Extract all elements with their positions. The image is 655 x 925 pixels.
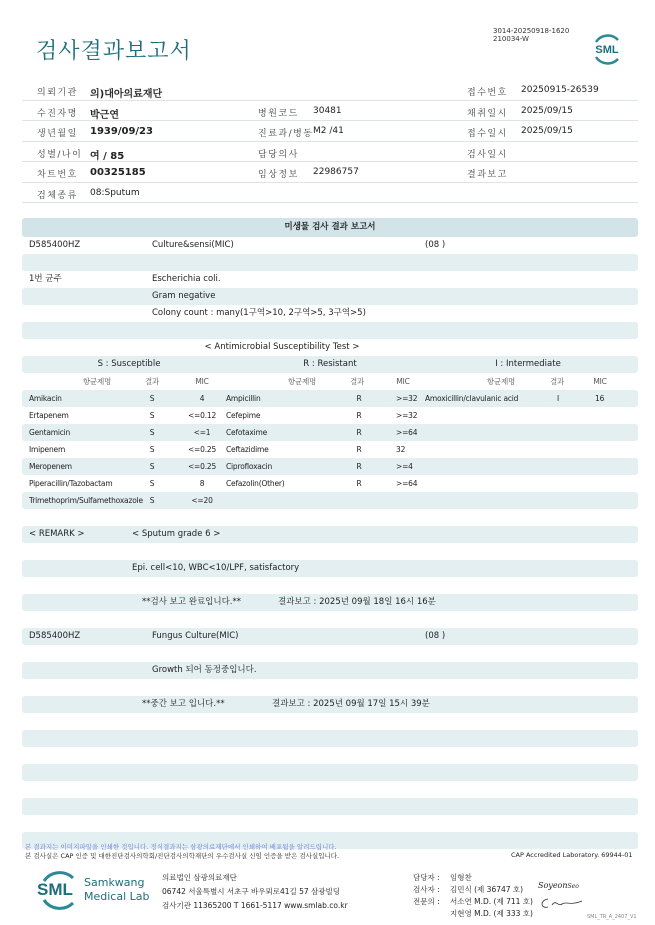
col-mic: MIC [593, 377, 607, 386]
drug-name: Cefotaxime [226, 428, 268, 437]
patient-info-table [22, 80, 638, 203]
drug-name: Gentamicin [29, 428, 71, 437]
drug-name: Ciprofloxacin [226, 462, 273, 471]
signature-tester: SoyeonSeo [538, 881, 579, 890]
final-time: 결과보고 : 2025년 09월 18일 16시 16분 [278, 597, 436, 607]
info-row [22, 142, 638, 163]
drug-result: R [356, 394, 362, 403]
blank-row [22, 509, 638, 526]
blank-row [22, 713, 638, 730]
info-row [22, 162, 638, 183]
ast-row [22, 441, 638, 458]
gram-row [22, 288, 638, 305]
samkwang-logo [36, 868, 150, 912]
drug-name: Amoxicillin/clavulanic acid [425, 394, 519, 403]
ast-title-row [22, 339, 638, 356]
legend-r: R : Resistant [303, 359, 357, 369]
gram-stain: Gram negative [152, 291, 216, 301]
result-rows [22, 237, 638, 849]
organism-row [22, 271, 638, 288]
ast-title: < Antimicrobial Susceptibility Test > [204, 342, 360, 352]
col-result: 결과 [349, 377, 365, 386]
colony-count: Colony count : many(1구역>10, 2구역>5, 3구역>5) [152, 308, 366, 318]
drug-result: I [556, 394, 560, 403]
remark-label: < REMARK > [29, 529, 85, 539]
section-title: 미생물 검사 결과 보고서 [22, 218, 638, 237]
col-drug: 항균제명 [82, 377, 112, 386]
blank-row [22, 815, 638, 832]
tester-label: 검사자 : [413, 885, 440, 894]
specimen-code: (08 ) [425, 631, 446, 641]
drug-mic: 32 [396, 445, 406, 454]
ast-row [22, 407, 638, 424]
drug-name: Ertapenem [29, 411, 69, 420]
blank-row [22, 611, 638, 628]
info-row [22, 101, 638, 122]
blank-row [22, 322, 638, 339]
cap-accreditation: CAP Accredited Laboratory. 69944-01 [511, 851, 633, 859]
drug-name: Amikacin [29, 394, 62, 403]
drug-result: S [149, 394, 155, 403]
blank-row [22, 747, 638, 764]
growth-row [22, 662, 638, 679]
info-label-l2: 담당의사 [258, 149, 299, 160]
info-value-v2: 22986757 [313, 167, 359, 177]
specimen-code: (08 ) [425, 240, 446, 250]
ast-row [22, 458, 638, 475]
remark-row [22, 526, 638, 543]
col-drug: 항균제명 [486, 377, 516, 386]
drug-mic: 16 [595, 394, 605, 403]
specialist-2: 지현영 M.D. (제 333 호) [450, 909, 533, 918]
document-id [493, 27, 569, 43]
specialist-label: 전문의 : [413, 897, 440, 906]
drug-name: Imipenem [29, 445, 66, 454]
info-label-l1: 의뢰기관 [37, 88, 78, 98]
specialist-1: 서소연 M.D. (제 711 호) [450, 897, 533, 906]
legend-s: S : Susceptible [97, 359, 161, 369]
logo-sml-text: SML [37, 880, 73, 899]
drug-name: Meropenem [29, 462, 72, 471]
col-mic: MIC [195, 377, 209, 386]
colony-row [22, 305, 638, 322]
drug-mic: <=20 [191, 496, 213, 505]
drug-name: Ampicillin [226, 394, 261, 403]
test-code: D585400HZ [29, 631, 81, 641]
col-result: 결과 [549, 377, 565, 386]
drug-name: Cefazolin(Other) [226, 479, 285, 488]
certification-note: 본 검사실은 CAP 인증 및 대한진단검사의학회/진단검사의학재단의 우수검사실 신임 인증을 받은 검사실입니다. [25, 852, 340, 860]
drug-result: S [149, 411, 155, 420]
info-label-l2: 진료과/병동 [258, 129, 314, 139]
svg-text:SML: SML [595, 44, 619, 56]
interim-note: **중간 보고 입니다.** [142, 699, 225, 709]
drug-name: Ceftazidime [226, 445, 269, 454]
blank-row [22, 577, 638, 594]
blank-row [22, 679, 638, 696]
drug-mic: >=32 [396, 394, 418, 403]
blank-row [22, 781, 638, 798]
org-contact: 검사기관 11365200 T 1661-5117 www.smlab.co.kr [162, 901, 348, 910]
drug-mic: 4 [199, 394, 205, 403]
drug-result: R [356, 428, 362, 437]
info-label-l1: 성별/나이 [37, 149, 83, 160]
drug-result: R [356, 479, 362, 488]
info-value-v2: 30481 [313, 105, 342, 116]
sml-logo [590, 32, 624, 66]
drug-result: R [356, 462, 362, 471]
blank-row [22, 764, 638, 781]
drug-result: S [149, 462, 155, 471]
column-header-row [22, 373, 638, 390]
drug-name: Piperacillin/Tazobactam [29, 479, 113, 488]
info-label-l2: 병원코드 [258, 108, 299, 119]
logo-name-line2: Medical Lab [84, 890, 150, 903]
info-value-v1: 1939/09/23 [90, 126, 153, 137]
info-row [22, 121, 638, 142]
drug-mic: <=0.25 [187, 445, 217, 454]
test-name: Fungus Culture(MIC) [152, 631, 239, 641]
drug-mic: >=4 [396, 462, 413, 471]
blank-row [22, 543, 638, 560]
drug-mic: >=64 [396, 428, 418, 437]
page-title: 검사결과보고서 [36, 39, 192, 64]
info-value-v3: 20250915-26539 [521, 85, 599, 95]
col-drug: 항균제명 [287, 377, 317, 386]
info-row [22, 80, 638, 101]
drug-result: R [356, 445, 362, 454]
legend-i: I : Intermediate [495, 359, 561, 369]
info-label-l1: 수진자명 [37, 108, 78, 119]
drug-name: Cefepime [226, 411, 261, 420]
drug-result: S [149, 445, 155, 454]
test-code: D585400HZ [29, 240, 81, 250]
epi-result: Epi. cell<10, WBC<10/LPF, satisfactory [132, 563, 300, 573]
drug-name: Trimethoprim/Sulfamethoxazole [29, 496, 143, 505]
ast-row [22, 424, 638, 441]
organism: Escherichia coli. [152, 274, 221, 284]
final-row [22, 594, 638, 611]
info-value-v1: 박근연 [90, 109, 119, 121]
doc-id-line1: 3014-20250918-1620 [493, 27, 570, 35]
info-label-l2: 임상정보 [258, 170, 299, 180]
info-label-l1: 차트번호 [37, 170, 78, 180]
tester: 김민식 (제 36747 호) [450, 885, 524, 894]
interim-time: 결과보고 : 2025년 09월 17일 15시 39분 [272, 699, 430, 709]
drug-result: S [149, 479, 155, 488]
test-name: Culture&sensi(MIC) [152, 240, 234, 250]
info-value-v1: 00325185 [90, 167, 146, 178]
logo-name-line1: Samkwang [84, 876, 145, 889]
org-name: 의료법인 삼광의료재단 [162, 873, 237, 882]
col-mic: MIC [396, 377, 410, 386]
epi-row [22, 560, 638, 577]
test1-row [22, 237, 638, 254]
signature-specialist [538, 895, 586, 911]
org-address: 06742 서울특별시 서초구 바우뫼로41길 57 삼광빌딩 [162, 887, 341, 896]
blank-row [22, 798, 638, 815]
blank-row [22, 645, 638, 662]
blank-row [22, 254, 638, 271]
info-value-v2: M2 /41 [313, 126, 344, 136]
drug-mic: >=32 [396, 411, 418, 420]
ast-row [22, 390, 638, 407]
col-result: 결과 [144, 377, 160, 386]
isolate-label: 1번 균주 [29, 274, 62, 284]
info-value-v1: 08:Sputum [90, 187, 140, 198]
legend-row [22, 356, 638, 373]
info-label-l1: 생년월일 [37, 129, 78, 139]
interim-row [22, 696, 638, 713]
drug-mic: <=0.25 [187, 462, 217, 471]
manager-label: 담당자 : [413, 873, 440, 882]
doc-id-line2: 210034-W [493, 35, 529, 43]
info-value-v3: 2025/09/15 [521, 126, 573, 136]
drug-result: S [149, 496, 155, 505]
remark: < Sputum grade 6 > [132, 529, 221, 539]
final-note: **검사 보고 완료입니다.** [142, 597, 242, 607]
manager: 임형찬 [450, 873, 472, 882]
blank-row [22, 730, 638, 747]
drug-mic: >=64 [396, 479, 418, 488]
info-label-l3: 결과보고 [467, 170, 508, 180]
ast-row [22, 492, 638, 509]
test2-row [22, 628, 638, 645]
drug-mic: 8 [199, 479, 205, 488]
drug-result: S [149, 428, 155, 437]
info-label-l3: 검사일시 [467, 149, 508, 160]
form-version: SML_TR_A_2407_V1 [587, 914, 637, 920]
info-value-v1: 의)대아의료재단 [90, 89, 163, 100]
info-value-v3: 2025/09/15 [521, 105, 573, 116]
info-value-v1: 여 / 85 [90, 150, 125, 162]
info-label-l3: 접수일시 [467, 129, 508, 139]
drug-mic: <=1 [193, 428, 211, 437]
image-notice: 본 결과지는 이미지파일을 인쇄한 것입니다. 정식결과지는 삼광의료재단에서 인쇄하여 배포됨을 알려드립니다. [25, 843, 337, 851]
info-label-l1: 검체종류 [37, 190, 78, 201]
growth-status: Growth 되어 동정중입니다. [152, 665, 257, 675]
info-row [22, 183, 638, 204]
drug-result: R [356, 411, 362, 420]
info-label-l3: 접수번호 [467, 88, 508, 98]
ast-row [22, 475, 638, 492]
drug-mic: <=0.12 [187, 411, 217, 420]
info-label-l3: 채취일시 [467, 108, 508, 119]
